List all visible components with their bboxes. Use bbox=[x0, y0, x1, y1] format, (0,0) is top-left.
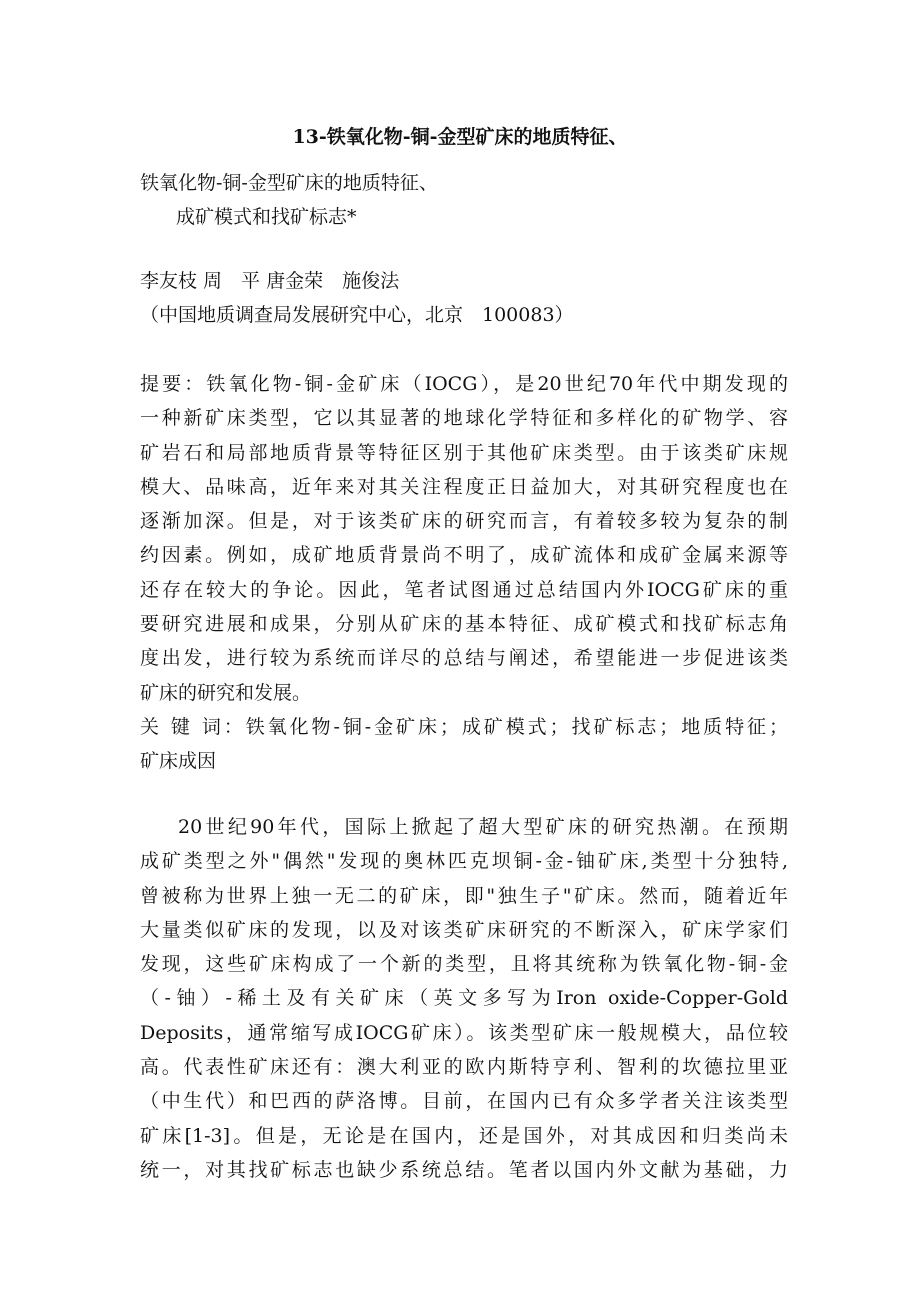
paper-title-line-1: 铁氧化物-铜-金型矿床的地质特征、 bbox=[140, 172, 438, 194]
author-block bbox=[140, 264, 788, 333]
keywords-line: 关 键 词：铁氧化物-铜-金矿床；成矿模式；找矿标志；地质特征； bbox=[140, 715, 788, 738]
body-paragraph bbox=[140, 810, 788, 1187]
keywords-line: 矿床成因 bbox=[140, 750, 217, 773]
abstract-line: 还存在较大的争论。因此，笔者试图通过总结国内外IOCG矿床的重 bbox=[140, 578, 788, 601]
body-line: 矿床[1-3]。但是，无论是在国内，还是国外，对其成因和归类尚未 bbox=[140, 1124, 788, 1147]
abstract-line: 矿床的研究和发展。 bbox=[140, 681, 312, 704]
abstract-line: 度出发，进行较为系统而详尽的总结与阐述，希望能进一步促进该类 bbox=[140, 647, 788, 670]
abstract-line: 模大、品味高，近年来对其关注程度正日益加大，对其研究程度也在 bbox=[140, 475, 788, 498]
abstract-line: 约因素。例如，成矿地质背景尚不明了，成矿流体和成矿金属来源等 bbox=[140, 544, 788, 567]
header-title: 13-铁氧化物-铜-金型矿床的地质特征、 bbox=[292, 126, 628, 148]
body-line: 曾被称为世界上独一无二的矿床，即"独生子"矿床。然而，随着近年 bbox=[140, 884, 788, 907]
paper-title bbox=[140, 166, 788, 235]
body-line: 成矿类型之外"偶然"发现的奥林匹克坝铜-金-铀矿床,类型十分独特, bbox=[140, 850, 788, 873]
body-line: Deposits，通常缩写成IOCG矿床）。该类型矿床一般规模大，品位较 bbox=[140, 1021, 788, 1044]
abstract-line: 要研究进展和成果，分别从矿床的基本特征、成矿模式和找矿标志角 bbox=[140, 613, 788, 636]
paper-title-line-2: 成矿模式和找矿标志* bbox=[176, 206, 357, 229]
abstract-line: 提要：铁氧化物-铜-金矿床（IOCG），是20世纪70年代中期发现的 bbox=[140, 373, 788, 395]
abstract-line: 矿岩石和局部地质背景等特征区别于其他矿床类型。由于该类矿床规 bbox=[140, 441, 788, 464]
body-line: 发现，这些矿床构成了一个新的类型，且将其统称为铁氧化物-铜-金 bbox=[140, 953, 788, 976]
abstract-line: 一种新矿床类型，它以其显著的地球化学特征和多样化的矿物学、容 bbox=[140, 407, 788, 430]
abstract-line: 逐渐加深。但是，对于该类矿床的研究而言，有着较多较为复杂的制 bbox=[140, 510, 788, 533]
abstract bbox=[140, 367, 788, 779]
body-line: 统一，对其找矿标志也缺少系统总结。笔者以国内外文献为基础，力 bbox=[140, 1158, 788, 1181]
affiliation: （中国地质调查局发展研究中心，北京 100083） bbox=[140, 304, 574, 327]
body-line: 高。代表性矿床还有：澳大利亚的欧内斯特亨利、智利的坎德拉里亚 bbox=[140, 1056, 788, 1079]
authors: 李友枝 周 平 唐金荣 施俊法 bbox=[140, 270, 400, 292]
body-line: 大量类似矿床的发现，以及对该类矿床研究的不断深入，矿床学家们 bbox=[140, 918, 788, 941]
body-line: （-铀）-稀土及有关矿床（英文多写为Iron oxide-Copper-Gold bbox=[140, 987, 788, 1010]
body-line: 20世纪90年代，国际上掀起了超大型矿床的研究热潮。在预期 bbox=[178, 816, 788, 838]
body-line: （中生代）和巴西的萨洛博。目前，在国内已有众多学者关注该类型 bbox=[140, 1090, 788, 1113]
